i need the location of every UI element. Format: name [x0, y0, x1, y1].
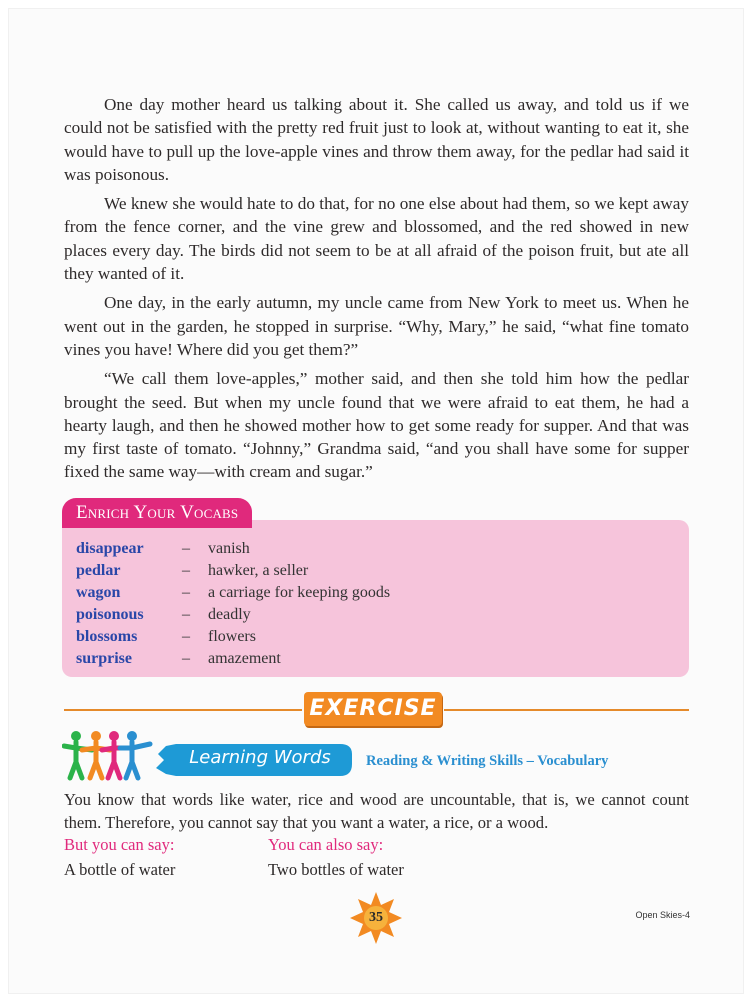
vocab-entry	[76, 538, 676, 560]
story-text	[64, 93, 689, 490]
story-paragraph: One day, in the early autumn, my uncle came from New York to meet us. When he went out in the garden, he stopped in surprise. “Why, Mary,” he said, “what fine tomato vines you have! Where did you get them?”	[64, 293, 689, 359]
vocab-meaning: flowers	[208, 628, 256, 645]
exercise-divider-left	[64, 709, 302, 711]
exercise-badge: EXERCISE	[304, 692, 442, 726]
vocab-entry	[76, 582, 676, 604]
vocab-dash: –	[182, 650, 190, 667]
story-paragraph: “We call them love-apples,” mother said, and then she told him how the pedlar brought the seed. But when my uncle found that we were afraid to eat them, he had a hearty laugh, and then he showed mother how to get some ready for supper. And that was my first taste of tomato. “Johnny,” Grandma said, “and you shall have some for supper fixed the same way—with cream and sugar.”	[64, 369, 689, 482]
vocab-word: wagon	[76, 584, 121, 601]
exercise-intro: You know that words like water, rice and wood are uncountable, that is, we cannot count them. Therefore, you cannot say that you want a water, a rice, or a wood.	[64, 790, 689, 832]
story-paragraph: We knew she would hate to do that, for no one else about had them, so we kept away from the fence corner, and the vine grew and blossomed, and the red showed in new places every day. The birds did not seem to be at all afraid of the poison fruit, but ate all they wanted of it.	[64, 194, 689, 284]
book-title: Open Skies-4	[635, 910, 690, 920]
vocab-list	[76, 538, 676, 670]
example-heading-1: But you can say:	[64, 835, 175, 854]
page-number: 35	[369, 910, 383, 925]
exercise-divider-right	[444, 709, 689, 711]
vocab-dash: –	[182, 628, 190, 645]
vocab-word: pedlar	[76, 562, 121, 579]
vocab-box	[62, 520, 689, 677]
example-value-1: A bottle of water	[64, 860, 176, 879]
vocab-meaning: a carriage for keeping goods	[208, 584, 391, 601]
children-holding-hands-icon	[62, 728, 154, 782]
vocab-word: disappear	[76, 540, 144, 557]
vocab-meaning: deadly	[208, 606, 251, 623]
learning-words-label: Learning Words	[189, 747, 331, 768]
vocab-word: poisonous	[76, 606, 144, 623]
vocab-dash: –	[182, 606, 190, 623]
vocab-word: surprise	[76, 650, 132, 667]
vocab-title: Enrich Your Vocabs	[62, 498, 252, 528]
vocab-meaning: vanish	[208, 540, 250, 557]
vocab-entry	[76, 648, 676, 670]
vocab-meaning: hawker, a seller	[208, 562, 309, 579]
vocab-dash: –	[182, 562, 190, 579]
vocab-meaning: amazement	[208, 650, 281, 667]
vocab-entry	[76, 626, 676, 648]
vocab-entry	[76, 604, 676, 626]
example-value-2: Two bottles of water	[268, 860, 404, 879]
example-heading-2: You can also say:	[268, 835, 384, 854]
vocab-dash: –	[182, 540, 190, 557]
vocab-word: blossoms	[76, 628, 138, 645]
skills-label: Reading & Writing Skills – Vocabulary	[366, 753, 609, 769]
vocab-entry	[76, 560, 676, 582]
story-paragraph: One day mother heard us talking about it. She called us away, and told us if we could not be satisfied with the pretty red fruit just to look at, without wanting to eat it, she would have to pull up the love-apple vines and throw them away, for the pedlar had said it was poisonous.	[64, 95, 689, 184]
vocab-dash: –	[182, 584, 190, 601]
